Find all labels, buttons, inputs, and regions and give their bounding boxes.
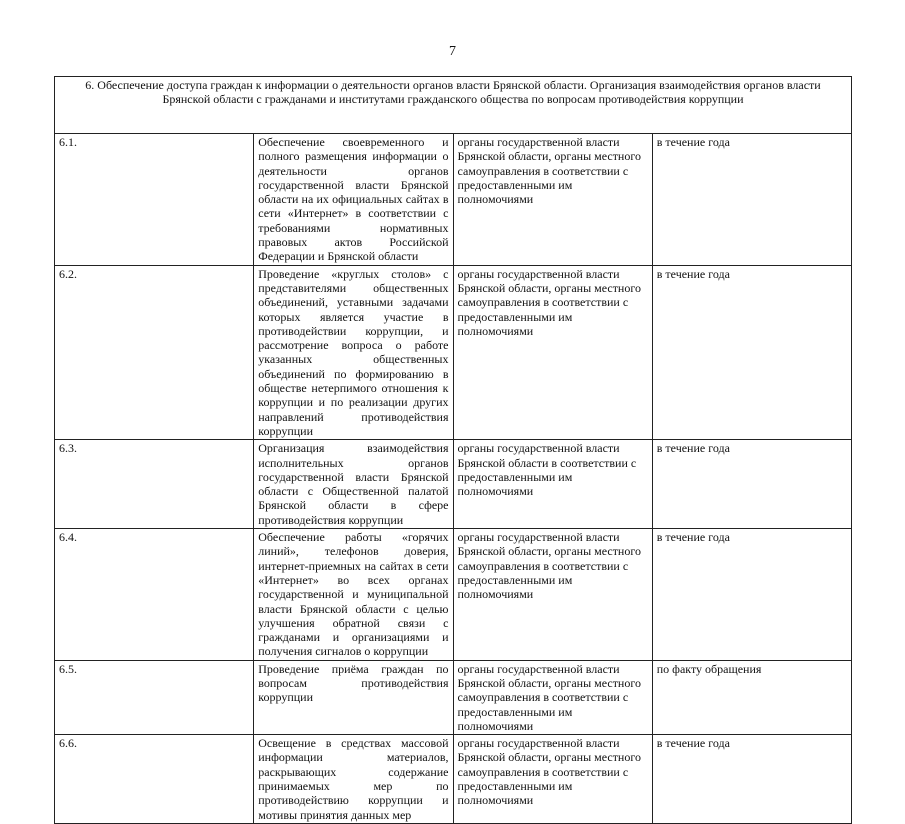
section-heading: 6. Обеспечение доступа граждан к информации о деятельности органов власти Брянской области. Организация взаимодействия органов власти Брянской области с гражданами и институтами гражданского общества по вопросам противодействия коррупции bbox=[85, 78, 821, 107]
table-row bbox=[55, 529, 852, 661]
responsible-executors: органы государственной власти Брянской области в соответствии с предоставленными им полномочиями bbox=[453, 440, 652, 529]
responsible-executors: органы государственной власти Брянской области, органы местного самоуправления в соответствии с предоставленными им полномочиями bbox=[453, 265, 652, 440]
row-number: 6.1. bbox=[55, 134, 254, 266]
responsible-executors: органы государственной власти Брянской области, органы местного самоуправления в соответствии с предоставленными им полномочиями bbox=[453, 660, 652, 734]
execution-term: в течение года bbox=[652, 529, 851, 661]
execution-term: по факту обращения bbox=[652, 660, 851, 734]
measure-description: Организация взаимодействия исполнительных органов государственной власти Брянской области с Общественной палатой Брянской области в сфере противодействия коррупции bbox=[254, 440, 453, 529]
row-number: 6.4. bbox=[55, 529, 254, 661]
section-header-row bbox=[55, 77, 852, 134]
measure-description: Проведение приёма граждан по вопросам противодействия коррупции bbox=[254, 660, 453, 734]
responsible-executors: органы государственной власти Брянской области, органы местного самоуправления в соответствии с предоставленными им полномочиями bbox=[453, 529, 652, 661]
table-row bbox=[55, 134, 852, 266]
measure-description: Освещение в средствах массовой информации материалов, раскрывающих содержание принимаемых мер по противодействию коррупции и мотивы принятия данных мер bbox=[254, 735, 453, 824]
execution-term: в течение года bbox=[652, 735, 851, 824]
row-number: 6.3. bbox=[55, 440, 254, 529]
measure-description: Обеспечение работы «горячих линий», телефонов доверия, интернет-приемных на сайтах в сети «Интернет» во всех органах государственной и муниципальной власти Брянской области с целью улучшения обратной связи с гражданами и организациями и получения сигналов о коррупции bbox=[254, 529, 453, 661]
measure-description: Проведение «круглых столов» с представителями общественных объединений, уставными задачами которых является участие в противодействии коррупции, и рассмотрение вопроса о работе указанных общественных объединений по формированию в обществе нетерпимого отношения к коррупции и по реализации других направлений противодействия коррупции bbox=[254, 265, 453, 440]
row-number: 6.6. bbox=[55, 735, 254, 824]
execution-term: в течение года bbox=[652, 134, 851, 266]
execution-term: в течение года bbox=[652, 440, 851, 529]
execution-term: в течение года bbox=[652, 265, 851, 440]
table-row bbox=[55, 265, 852, 440]
table-row bbox=[55, 440, 852, 529]
anticorruption-plan-table bbox=[54, 76, 852, 824]
table-row bbox=[55, 735, 852, 824]
measure-description: Обеспечение своевременного и полного размещения информации о деятельности органов государственной власти Брянской области на их официальных сайтах в сети «Интернет» в соответствии с требованиями нормативных правовых актов Российской Федерации и Брянской области bbox=[254, 134, 453, 266]
responsible-executors: органы государственной власти Брянской области, органы местного самоуправления в соответствии с предоставленными им полномочиями bbox=[453, 134, 652, 266]
section-heading-cell bbox=[55, 77, 852, 134]
row-number: 6.5. bbox=[55, 660, 254, 734]
table-row bbox=[55, 660, 852, 734]
row-number: 6.2. bbox=[55, 265, 254, 440]
page-number: 7 bbox=[449, 44, 456, 59]
responsible-executors: органы государственной власти Брянской области, органы местного самоуправления в соответствии с предоставленными им полномочиями bbox=[453, 735, 652, 824]
